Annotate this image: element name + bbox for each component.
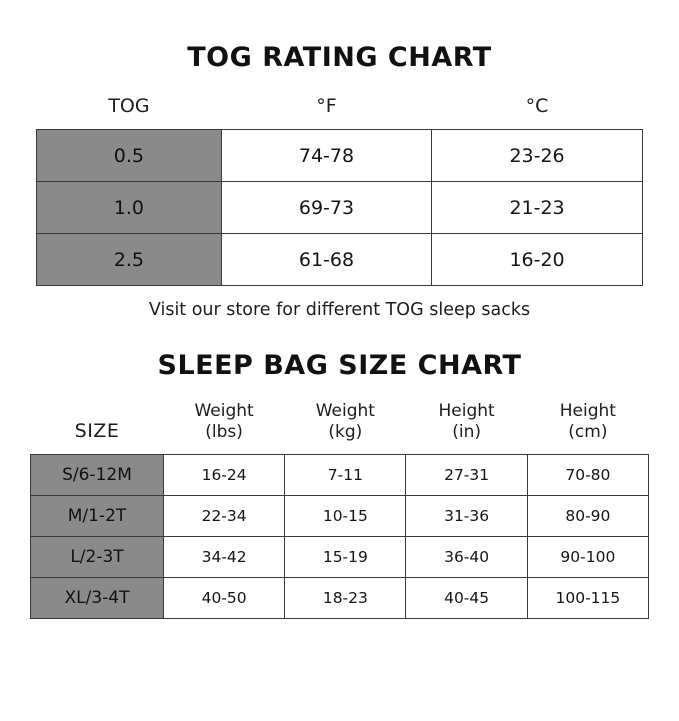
size-label-cell: S/6-12M	[31, 454, 164, 495]
height-in-cell: 31-36	[406, 495, 527, 536]
store-note: Visit our store for different TOG sleep sacks	[148, 300, 531, 320]
table-row	[31, 454, 649, 495]
fahrenheit-value-cell: 61-68	[221, 234, 431, 286]
size-chart-container	[30, 401, 649, 619]
height-in-header-line2: (in)	[452, 422, 481, 443]
weight-kg-cell: 15-19	[285, 536, 406, 577]
table-header-row	[37, 95, 643, 130]
height-cm-cell: 100-115	[527, 577, 648, 618]
size-chart-title: SLEEP BAG SIZE CHART	[157, 350, 522, 381]
height-cm-cell: 80-90	[527, 495, 648, 536]
tog-value-cell: 2.5	[37, 234, 222, 286]
weight-lbs-header-line2: (lbs)	[205, 422, 243, 443]
weight-lbs-header-line1: Weight	[194, 401, 254, 421]
size-column-header-line1: SIZE	[74, 419, 120, 442]
sleep-bag-size-table	[30, 401, 649, 619]
weight-kg-column-header	[285, 401, 406, 454]
size-chart-page	[0, 42, 679, 721]
size-label-cell: XL/3-4T	[31, 577, 164, 618]
table-row	[31, 577, 649, 618]
celsius-value-cell: 23-26	[432, 130, 643, 182]
size-label-cell: M/1-2T	[31, 495, 164, 536]
height-cm-cell: 90-100	[527, 536, 648, 577]
fahrenheit-column-header: °F	[221, 95, 431, 130]
size-column-header	[31, 401, 164, 454]
tog-table-body	[37, 130, 643, 286]
weight-lbs-cell: 34-42	[163, 536, 284, 577]
height-in-column-header	[406, 401, 527, 454]
height-in-cell: 40-45	[406, 577, 527, 618]
weight-kg-header-line1: Weight	[315, 401, 375, 421]
table-row	[31, 495, 649, 536]
weight-lbs-cell: 16-24	[163, 454, 284, 495]
tog-value-cell: 0.5	[37, 130, 222, 182]
height-in-cell: 36-40	[406, 536, 527, 577]
height-in-header-line1: Height	[438, 401, 495, 421]
weight-kg-cell: 10-15	[285, 495, 406, 536]
tog-chart-title: TOG RATING CHART	[187, 42, 492, 73]
tog-value-cell: 1.0	[37, 182, 222, 234]
table-header-row	[31, 401, 649, 454]
size-label-cell: L/2-3T	[31, 536, 164, 577]
weight-kg-cell: 7-11	[285, 454, 406, 495]
tog-table-header	[37, 95, 643, 130]
weight-lbs-cell: 22-34	[163, 495, 284, 536]
height-cm-header-line2: (cm)	[568, 422, 608, 443]
height-cm-cell: 70-80	[527, 454, 648, 495]
height-cm-column-header	[527, 401, 648, 454]
tog-chart-container	[36, 95, 643, 286]
weight-lbs-column-header	[163, 401, 284, 454]
fahrenheit-value-cell: 69-73	[221, 182, 431, 234]
weight-lbs-cell: 40-50	[163, 577, 284, 618]
tog-column-header: TOG	[37, 95, 222, 130]
tog-rating-table	[36, 95, 643, 286]
fahrenheit-value-cell: 74-78	[221, 130, 431, 182]
celsius-value-cell: 16-20	[432, 234, 643, 286]
table-row	[37, 234, 643, 286]
height-cm-header-line1: Height	[559, 401, 616, 421]
table-row	[31, 536, 649, 577]
celsius-value-cell: 21-23	[432, 182, 643, 234]
weight-kg-header-line2: (kg)	[328, 422, 363, 443]
celsius-column-header: °C	[432, 95, 643, 130]
height-in-cell: 27-31	[406, 454, 527, 495]
size-table-body	[31, 454, 649, 618]
size-table-header	[31, 401, 649, 454]
table-row	[37, 130, 643, 182]
weight-kg-cell: 18-23	[285, 577, 406, 618]
table-row	[37, 182, 643, 234]
